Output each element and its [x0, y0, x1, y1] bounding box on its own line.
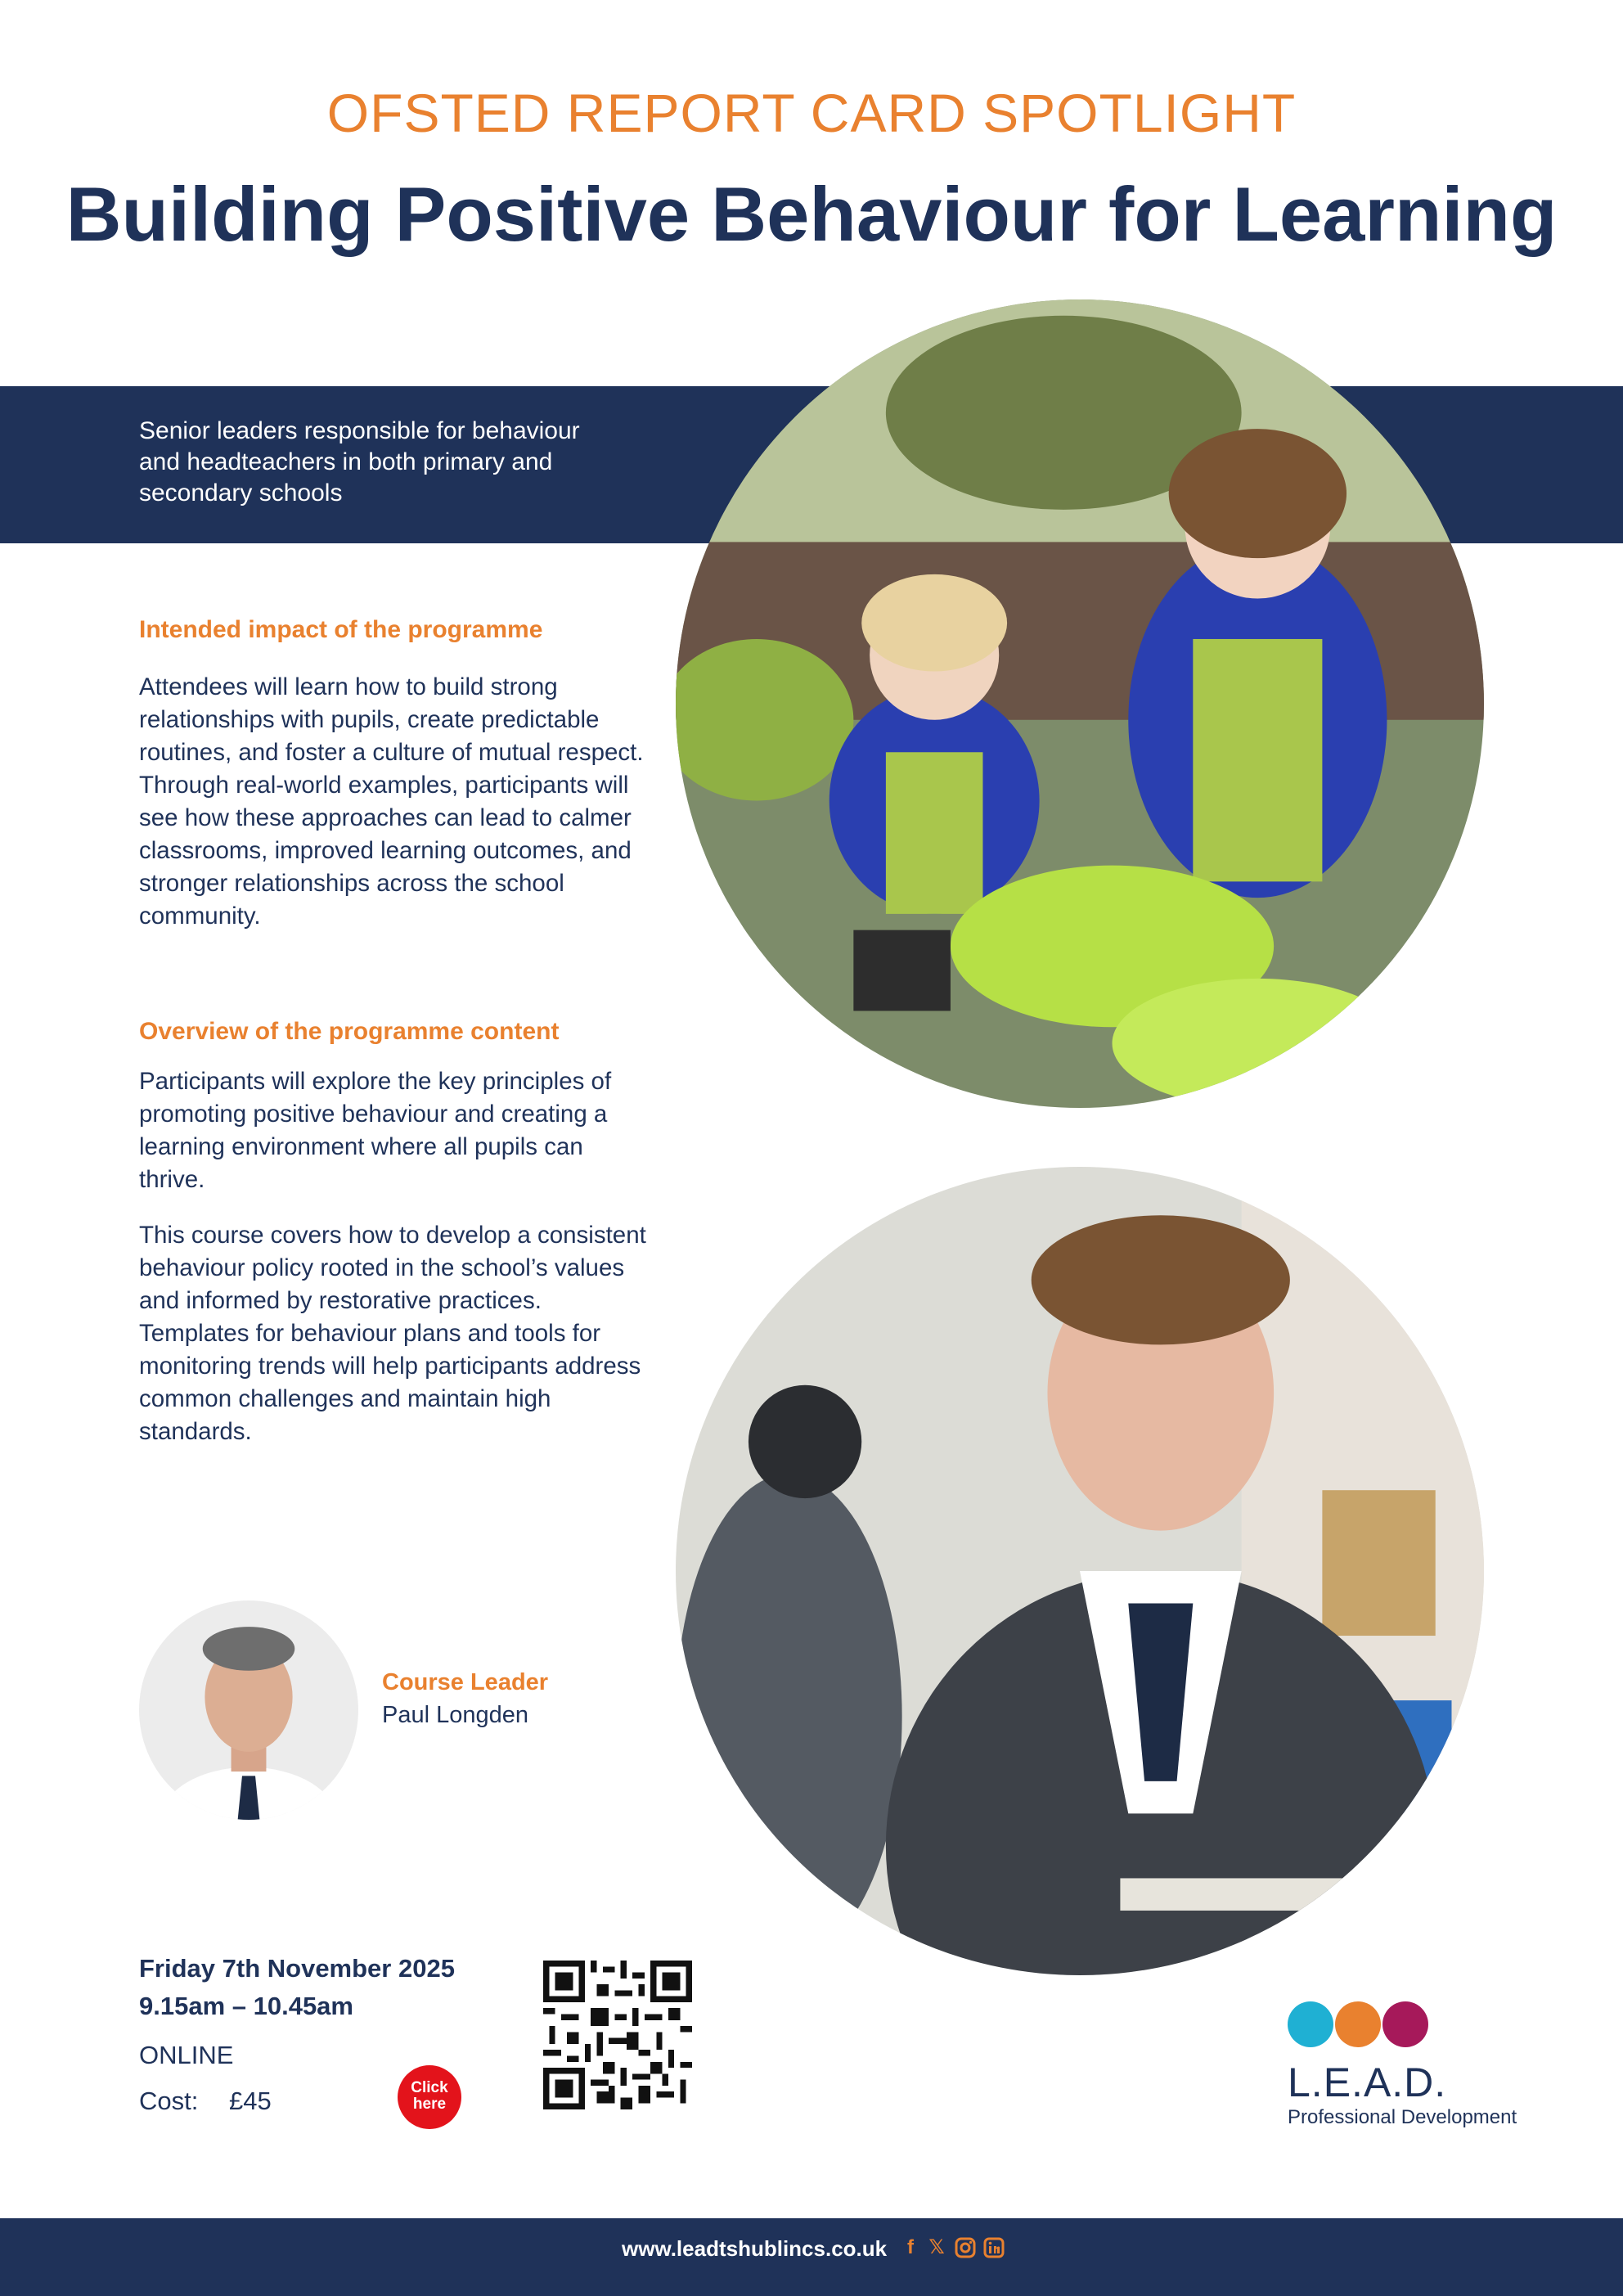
overview-para-1: Participants will explore the key principles of promoting positive behaviour and creating a learning environment where all pupils can thrive. [139, 1068, 612, 1193]
logo-dot-magenta [1382, 2001, 1428, 2047]
course-leader-label: Course Leader [382, 1669, 549, 1695]
logo-dot-blue [1288, 2001, 1333, 2047]
overview-heading: Overview of the programme content [139, 1018, 560, 1045]
cost-label: Cost: [139, 2087, 199, 2115]
overview-para-2: This course covers how to develop a consistent behaviour policy rooted in the school’s values and informed by restorative practices. Templates for behaviour plans and tools for monitoring trends will help participants address common challenges and maintain high standards. [139, 1222, 646, 1445]
lead-logo [1286, 2001, 1548, 2132]
course-leader-avatar [139, 1600, 358, 1820]
impact-heading: Intended impact of the programme [139, 616, 543, 643]
click-here-button[interactable] [398, 2065, 461, 2129]
click-here-line-2: here [412, 2096, 447, 2113]
course-leader-name: Paul Longden [382, 1702, 528, 1728]
logo-wordmark: L.E.A.D. [1288, 2060, 1447, 2105]
cost-value: £45 [229, 2087, 272, 2115]
event-date: Friday 7th November 2025 [139, 1954, 455, 1983]
logo-subtitle: Professional Development [1288, 2106, 1517, 2128]
facebook-icon[interactable]: f [907, 2236, 914, 2258]
page-title: Building Positive Behaviour for Learning [65, 171, 1558, 257]
impact-body: Attendees will learn how to build strong relationships with pupils, create predictable routines, and foster a culture of mutual respect. Through real-world examples, participants will see how these approaches can lead to calmer classrooms, improved learning outcomes, and stronger relationships across the school community. [139, 673, 644, 930]
instagram-icon[interactable] [954, 2236, 977, 2259]
kicker: OFSTED REPORT CARD SPOTLIGHT [326, 83, 1297, 143]
student-photo [676, 1167, 1484, 1975]
logo-dot-orange [1335, 2001, 1381, 2047]
linkedin-icon[interactable] [982, 2236, 1005, 2259]
click-here-line-1: Click [411, 2079, 448, 2096]
children-gardening-photo [676, 299, 1484, 1108]
event-time: 9.15am – 10.45am [139, 1992, 353, 2020]
qr-code[interactable] [543, 1961, 692, 2109]
footer-website-link[interactable]: www.leadtshublincs.co.uk [622, 2236, 888, 2261]
event-mode: ONLINE [139, 2041, 234, 2069]
x-icon[interactable]: 𝕏 [928, 2236, 945, 2258]
audience-text: Senior leaders responsible for behaviour and headteachers in both primary and secondary schools [139, 417, 580, 506]
